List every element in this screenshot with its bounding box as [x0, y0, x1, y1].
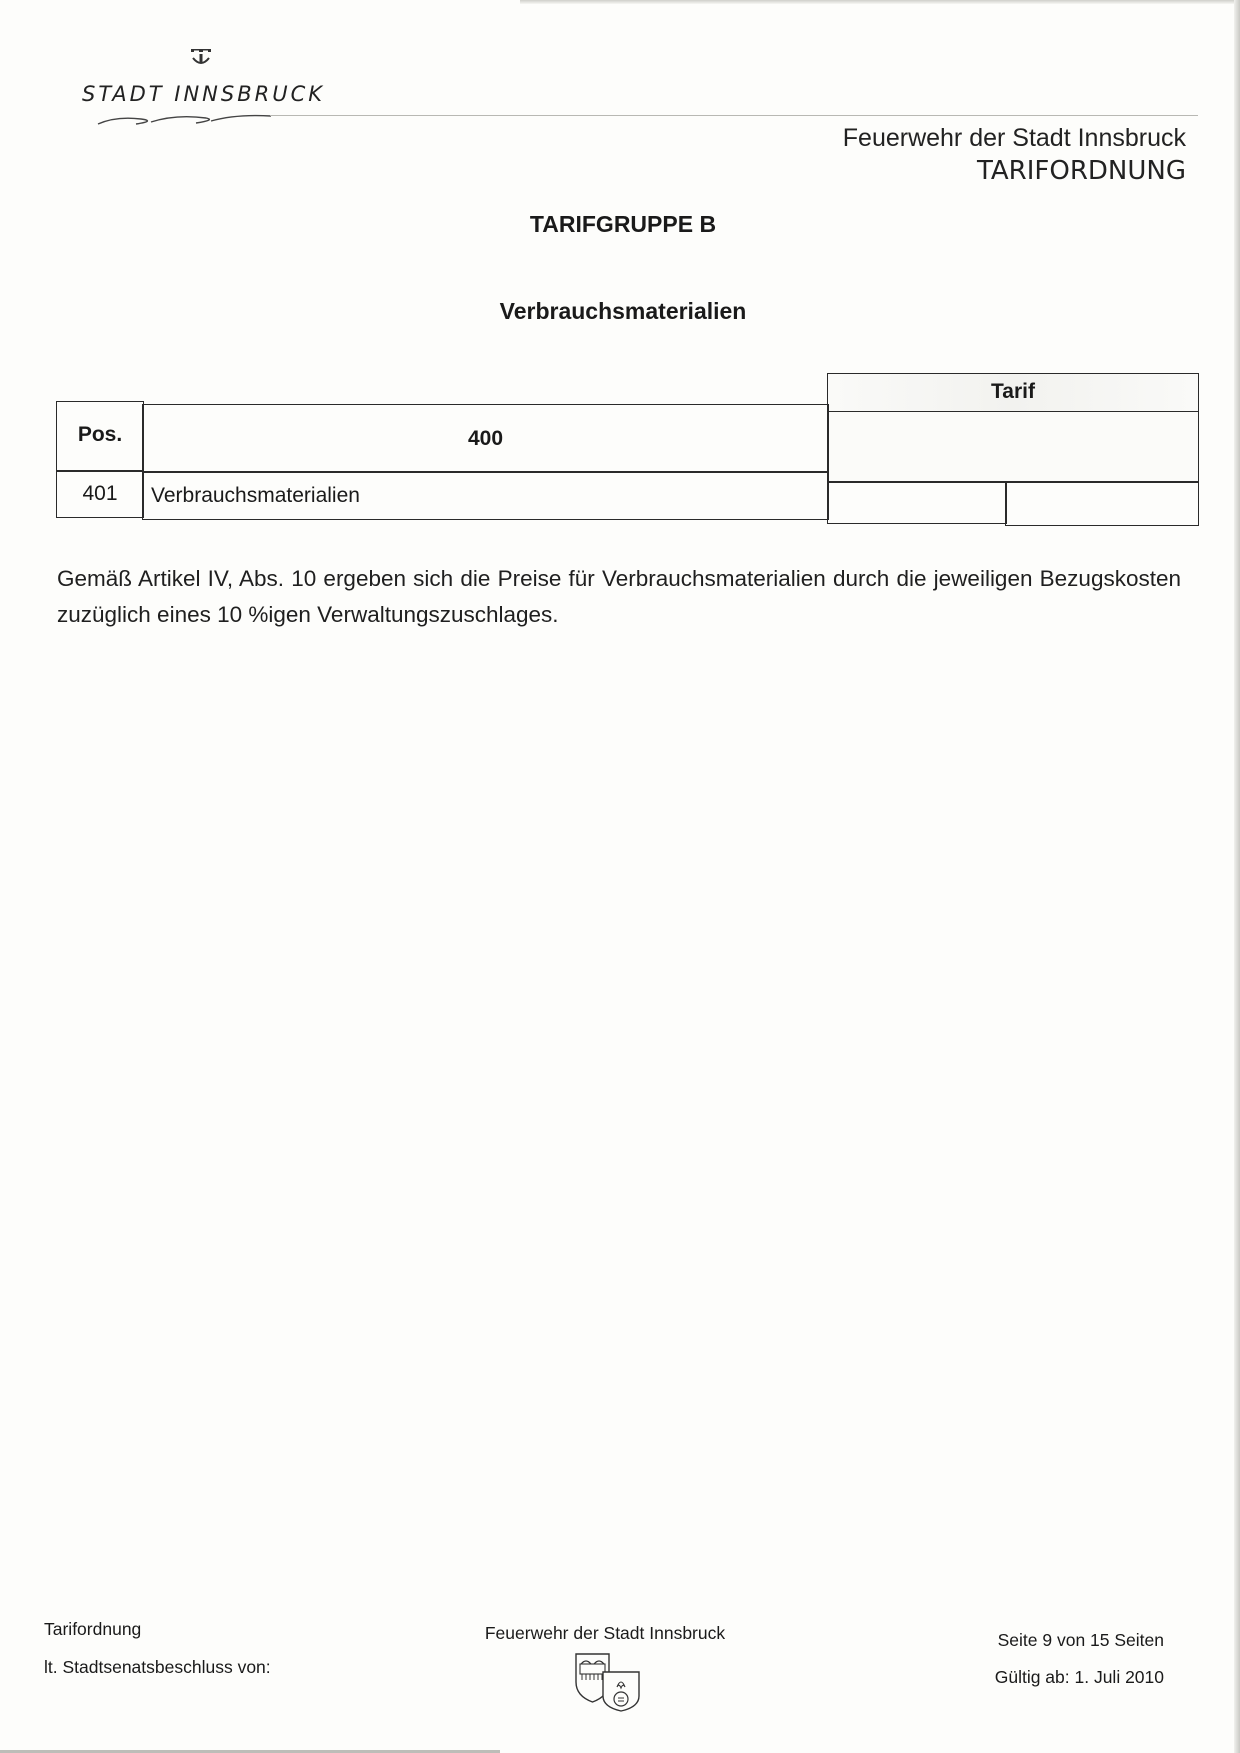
footer-organization: Feuerwehr der Stadt Innsbruck	[484, 1623, 726, 1643]
fire-department-seal-icon	[573, 1652, 645, 1712]
header-organization: Feuerwehr der Stadt Innsbruck	[842, 124, 1186, 152]
footer-valid-from: Gültig ab: 1. Juli 2010	[994, 1667, 1164, 1687]
row-tarif-cell-1	[827, 481, 1007, 524]
tarif-header-label: Tarif	[991, 380, 1035, 403]
tariff-group-title: TARIFGRUPPE B	[529, 211, 717, 237]
scan-edge-right	[1234, 0, 1240, 1753]
header-document-title: TARIFORDNUNG	[977, 156, 1186, 186]
footer-page-info: Seite 9 von 15 Seiten	[997, 1630, 1164, 1650]
footer-document-name: Tarifordnung	[44, 1619, 142, 1639]
group-number-cell: 400	[142, 404, 829, 472]
header-rule	[270, 115, 1198, 116]
row-description-cell: Verbrauchsmaterialien	[142, 472, 829, 520]
footer-resolution: lt. Stadtsenatsbeschluss von:	[44, 1657, 271, 1677]
pos-header-cell: Pos.	[56, 401, 144, 472]
scan-edge-top	[520, 0, 1240, 4]
tarif-subheader-cell	[827, 411, 1199, 483]
row-tarif-cell-2	[1005, 481, 1199, 526]
city-crest-icon	[188, 46, 214, 70]
logo-city-name: STADT INNSBRUCK	[82, 82, 326, 106]
body-paragraph: Gemäß Artikel IV, Abs. 10 ergeben sich die Preise für Verbrauchsmaterialien durch die jeweiligen Bezugskosten zuzüglich eines 10 %igen Verwaltungszuschlages.	[57, 566, 1181, 627]
logo-swoosh-icon	[96, 110, 296, 128]
section-title: Verbrauchsmaterialien	[499, 298, 747, 324]
tarif-header-cell	[827, 373, 1199, 413]
row-pos-cell: 401	[56, 470, 144, 518]
